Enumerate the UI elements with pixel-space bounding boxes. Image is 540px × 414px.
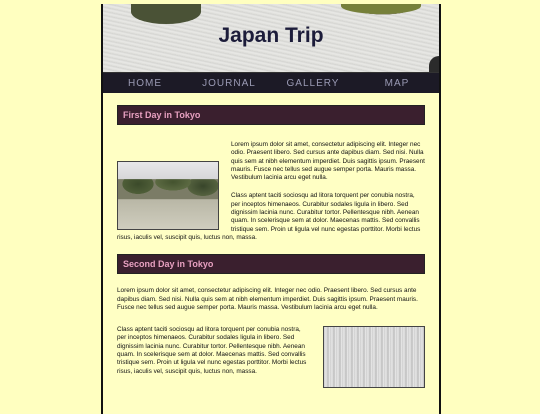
- section-heading-second-day: Second Day in Tokyo: [117, 254, 425, 274]
- nav-item-gallery[interactable]: GALLERY: [286, 77, 340, 89]
- paragraph: Lorem ipsum dolor sit amet, consectetur adipiscing elit. Integer nec odio. Praesent libero. Sed cursus ante dapibus diam. Sed nisi. Nulla quis sem at nibh elementum imperdiet. Duis sagittis ipsum. Praesent mauris. Fusce nec tellus sed augue semper porta. Mauris massa. Vestibulum lacinia arcu eget nulla.: [117, 287, 418, 311]
- section-content-second-day: [103, 287, 439, 388]
- garden-moss-image: [341, 4, 421, 14]
- section-heading-first-day: First Day in Tokyo: [117, 105, 425, 125]
- paragraph: Class aptent taciti sociosqu ad litora torquent per conubia nostra, per inceptos himenaeos. Curabitur sodales ligula in libero. Sed dignissim lacinia nunc. Curabitur tortor. Pellentesque nibh. Aenean quam. In scelerisque sem at dolor. Maecenas mattis. Sed convallis tristique sem. Proin ut ligula vel nunc egestas porttitor. Morbi lectus risus, iaculis vel, suscipit quis, luctus non, massa.: [117, 326, 307, 375]
- bookshelf-photo: [323, 326, 425, 388]
- section-content-first-day: [103, 141, 439, 242]
- paragraph: Lorem ipsum dolor sit amet, consectetur adipiscing elit. Integer nec odio. Praesent libero. Sed cursus ante dapibus diam. Sed nisi. Nulla quis sem at nibh elementum imperdiet. Duis sagittis ipsum. Praesent mauris. Fusce nec tellus sed augue semper porta. Mauris massa. Vestibulum lacinia arcu eget nulla.: [231, 141, 425, 182]
- nav-item-map[interactable]: MAP: [384, 77, 410, 89]
- nav-item-journal[interactable]: JOURNAL: [202, 77, 256, 89]
- page-container: [101, 4, 441, 414]
- site-title: Japan Trip: [218, 24, 324, 47]
- park-trees-photo: [117, 161, 219, 230]
- paragraph: Class aptent taciti sociosqu ad litora torquent per conubia nostra, per inceptos himenaeos. Curabitur sodales ligula in libero. Sed dignissim lacinia nunc. Curabitur tortor. Pellentesque nibh. Aenean quam. In scelerisque sem at dolor. Maecenas mattis. Sed convallis tristique sem. Proin ut ligula vel nunc egestas porttitor. Morbi lectus risus, iaculis vel, suscipit quis, luctus non, massa.: [117, 192, 421, 241]
- nav-item-home[interactable]: HOME: [128, 77, 162, 89]
- main-nav: [103, 73, 439, 93]
- garden-rock-image: [131, 4, 201, 24]
- banner-corner-decoration: [429, 56, 439, 72]
- header-banner: [103, 4, 439, 73]
